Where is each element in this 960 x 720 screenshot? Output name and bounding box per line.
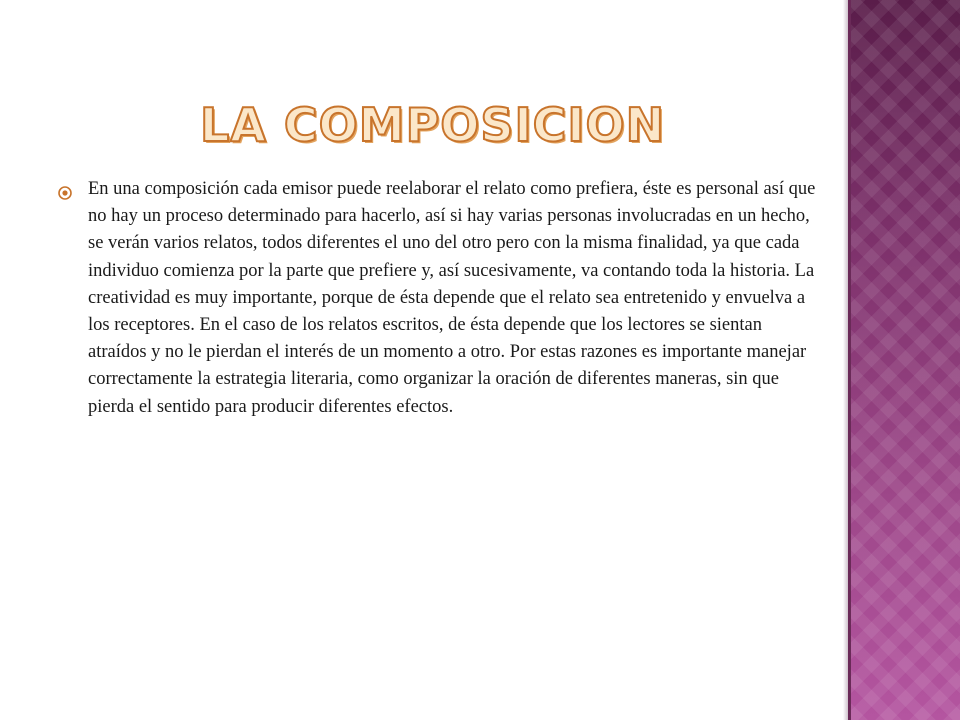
decorative-side-panel [848, 0, 960, 720]
slide-title: LA COMPOSICION [200, 98, 666, 152]
body-paragraph: En una composición cada emisor puede reelaborar el relato como prefiera, éste es personal así que no hay un proceso determinado para hacerlo, así si hay varias personas involucradas en un hecho, se verán varios relatos, todos diferentes el uno del otro pero con la misma finalidad, ya que cada individuo comienza por la parte que prefiere y, así sucesivamente, va contando toda la historia. La creatividad es muy importante, porque de ésta depende que el relato sea entretenido y envuelva a los receptores. En el caso de los relatos escritos, de ésta depende que los lectores se sientan atraídos y no le pierdan el interés de un momento a otro. Por estas razones es importante manejar correctamente la estrategia literaria, como organizar la oración de diferentes maneras, sin que pierda el sentido para producir diferentes efectos. [88, 179, 816, 417]
circled-dot-bullet-icon [57, 185, 73, 201]
